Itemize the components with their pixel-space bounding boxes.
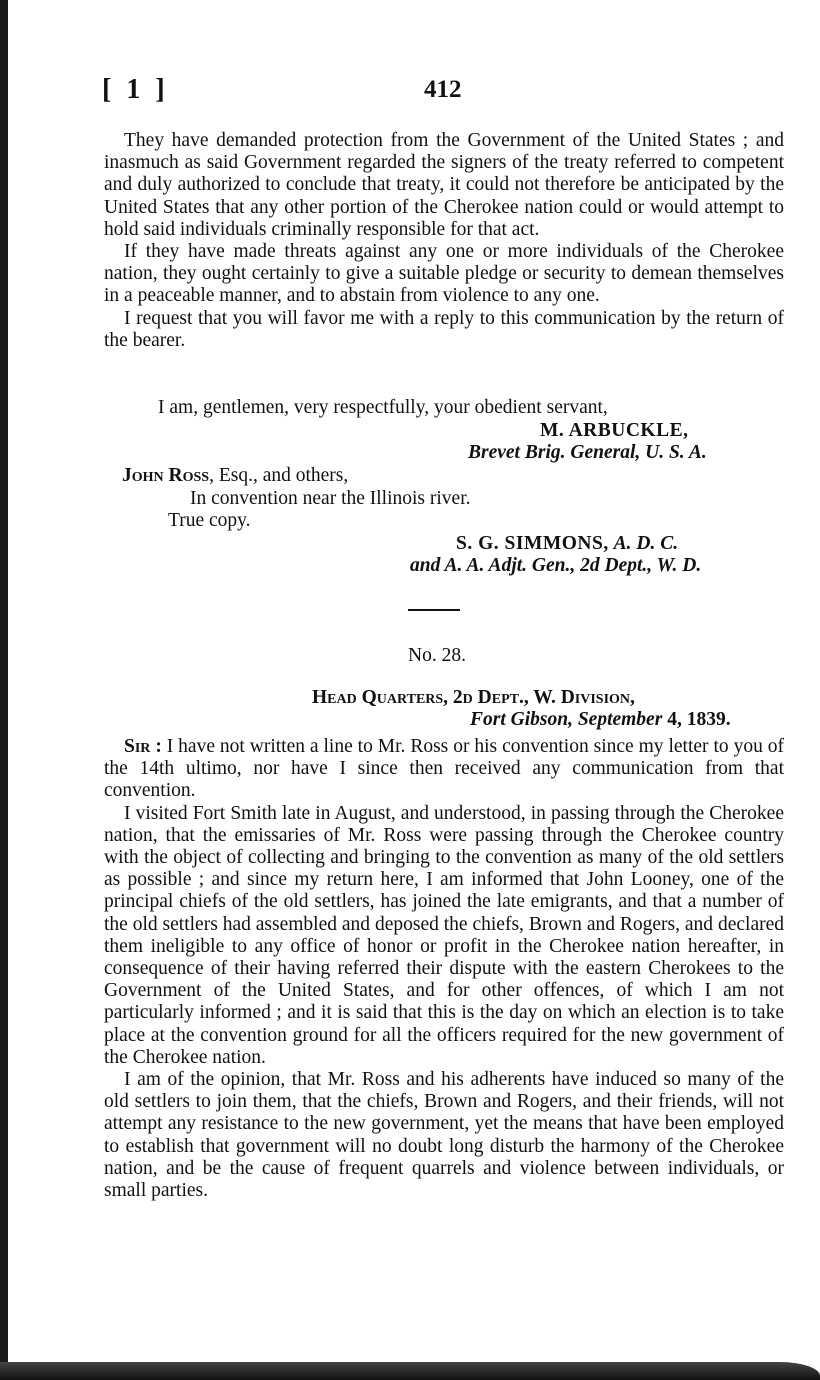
letter1-body — [104, 130, 784, 352]
page-header — [0, 74, 820, 108]
letter2-heading: Head Quarters, 2d Dept., W. Division, — [312, 687, 635, 708]
first-paragraph-text: I have not written a line to Mr. Ross or his convention since my letter to you of the 14th ultimo, nor have I since then received any communication from that convention. — [104, 736, 784, 802]
letter2-body — [104, 736, 784, 1202]
letter2-paragraph: I visited Fort Smith late in August, and understood, in passing through the Cherokee nation, that the emissaries of Mr. Ross were passing through the Cherokee country with the object of collecting and bringing to the convention as many of the old settlers as possible ; and since my return here, I am informed that John Looney, one of the principal chiefs of the old settlers, has joined the late emigrants, and that a number of the old settlers had assembled and deposed the chiefs, Brown and Rogers, and declared them ineligible to any office of honor or profit in the Cherokee nation hereafter, in consequence of their having referred their dispute with the eastern Cherokees to the Government of the United States, and for other offences, of which I am not particularly informed ; and it is said that this is the day on which an election is to take place at the convention ground for all the officers required for the new government of the Cherokee nation. — [104, 802, 784, 1068]
copy-signer — [456, 533, 678, 555]
letter1-addressee-location: In convention near the Illinois river. — [190, 488, 471, 509]
letter2-place-date — [470, 709, 731, 731]
salutation: Sir : — [124, 736, 162, 757]
document-number-28: No. 28. — [408, 645, 466, 666]
page-edge-left — [0, 0, 8, 1380]
copy-signer-title-1: A. D. C. — [613, 533, 679, 554]
addressee-name: John Ross — [122, 465, 210, 486]
letter1-paragraph: If they have made threats against any one or more individuals of the Cherokee nation, they ought certainly to give a suitable pledge or security to demean themselves in a peaceable manner, and to abstain from violence to any one. — [104, 241, 784, 307]
true-copy-label: True copy. — [168, 510, 251, 531]
section-divider — [408, 609, 460, 611]
letter1-signer-title: Brevet Brig. General, U. S. A. — [468, 442, 707, 463]
letter2-first-paragraph — [104, 736, 784, 803]
copy-signer-name: S. G. SIMMONS, — [456, 533, 609, 554]
page-number: 412 — [424, 76, 462, 103]
place-date-italic: Fort Gibson, September — [470, 709, 663, 730]
document-number: [ 1 ] — [102, 74, 169, 105]
page-edge-bottom — [0, 1362, 820, 1380]
letter2-paragraph: I am of the opinion, that Mr. Ross and his adherents have induced so many of the old settlers to join them, that the chiefs, Brown and Rogers, and their friends, will not attempt any resistance to the new government, yet the means that have been employed to establish that government will no doubt long disturb the harmony of the Cherokee nation, and be the cause of frequent quarrels and violence between individuals, or small parties. — [104, 1069, 784, 1202]
addressee-rest: , Esq., and others, — [209, 465, 349, 486]
letter1-paragraph: They have demanded protection from the Government of the United States ; and inasmuch as said Government regarded the signers of the treaty referred to competent and duly authorized to conclude that treaty, it could not therefore be anticipated by the United States that any other portion of the Cherokee nation could or would attempt to hold said individuals criminally responsible for that act. — [104, 130, 784, 240]
copy-signer-title-2: and A. A. Adjt. Gen., 2d Dept., W. D. — [410, 555, 702, 576]
letter1-paragraph: I request that you will favor me with a reply to this communication by the return of the bearer. — [104, 307, 784, 351]
letter1-addressee — [122, 465, 348, 487]
letter1-closing: I am, gentlemen, very respectfully, your obedient servant, — [158, 397, 608, 418]
letter1-signer-name: M. ARBUCKLE, — [540, 420, 689, 441]
date-tail: 4, 1839. — [667, 709, 731, 730]
